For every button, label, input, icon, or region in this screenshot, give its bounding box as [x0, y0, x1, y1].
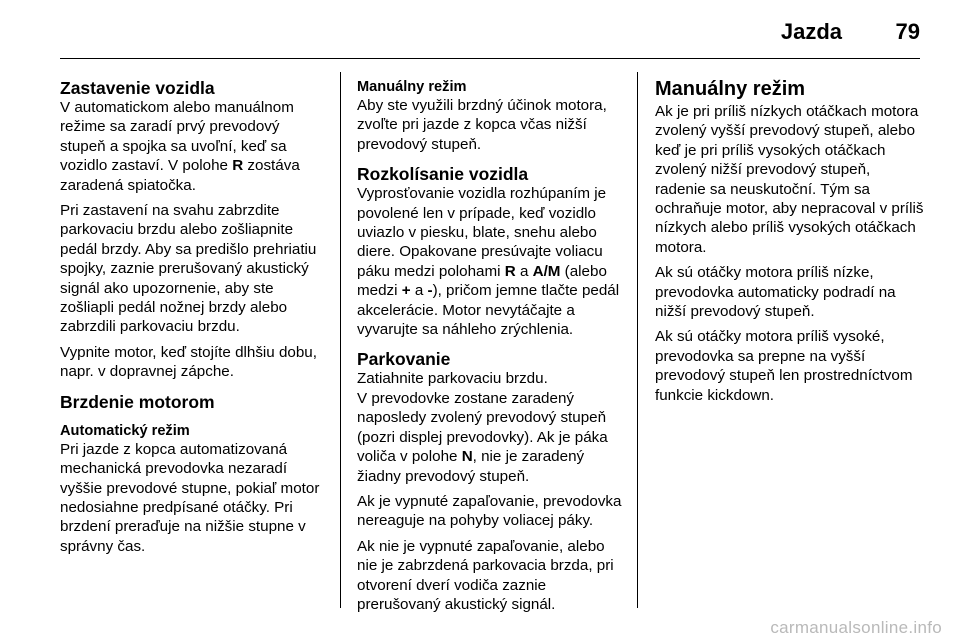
column-3 — [655, 78, 925, 411]
paragraph: Ak je vypnuté zapaľovanie, prevodovka nereaguje na pohyby voliacej páky. — [357, 492, 622, 530]
paragraph: Ak nie je vypnuté zapaľovanie, alebo nie je zabrzdená parkovacia brzda, pri otvorení dverí vodiča zaznie prerušovaný akustický signál. — [357, 537, 614, 613]
paragraph: Vyprosťovanie vozidla rozhúpaním je povolené len v prípade, keď vozidlo uviazlo v piesku, blate, snehu alebo diere. Opakovane presúvajte voliacu páku medzi polohami R a A/M (alebo medzi + a -), pričom jemne tlačte pedál akcelerácie. Motor nevytáčajte a vyvarujte sa náhleho zrýchlenia. — [357, 185, 620, 339]
heading-rozkolisanie-vozidla: Rozkolísanie vozidla — [357, 164, 529, 185]
paragraph: Pri jazde z kopca automatizovaná mechanická prevodovka nezaradí vyššie prevodové stupne, pokiaľ motor nedosiahne predpísané otáčky. Pri brzdení preraďuje na nižšie stupne v správny čas. — [60, 440, 320, 555]
heading-parkovanie: Parkovanie — [357, 349, 451, 370]
section-title: Jazda — [780, 19, 842, 44]
heading-manualny-rezim: Manuálny režim — [655, 78, 806, 100]
page-number: 79 — [895, 19, 920, 44]
paragraph: V prevodovke zostane zaradený naposledy zvolený prevodový stupeň (pozri displej prevodovky). Ak je páka voliča v polohe N, nie je zaradený žiadny prevodový stupeň. — [357, 389, 608, 485]
paragraph: Aby ste využili brzdný účinok motora, zvoľte pri jazde z kopca včas nižší prevodový stupeň. — [357, 97, 607, 153]
column-divider — [637, 72, 638, 608]
column-1 — [60, 78, 326, 562]
paragraph: Zatiahnite parkovaciu brzdu. — [357, 370, 548, 388]
column-divider — [340, 72, 341, 608]
paragraph: Ak je pri príliš nízkych otáčkach motora zvolený vyšší prevodový stupeň, alebo keď je pri príliš vysokých otáčkach zvolený nižší prevodový stupeň, radenie sa neuskutoční. Tým sa ochraňuje motor, aby nepracoval v príliš nízkych alebo príliš vysokých otáčkach motora. — [655, 103, 924, 256]
paragraph: Vypnite motor, keď stojíte dlhšiu dobu, napr. v dopravnej zápche. — [60, 343, 317, 381]
heading-zastavenie-vozidla: Zastavenie vozidla — [60, 78, 215, 98]
paragraph: Ak sú otáčky motora príliš nízke, prevodovka automaticky podradí na nižší prevodový stupeň. — [655, 264, 896, 321]
subheading-automaticky-rezim: Automatický režim — [60, 422, 190, 439]
header-rule — [60, 58, 920, 59]
paragraph: V automatickom alebo manuálnom režime sa zaradí prvý prevodový stupeň a spojka sa uvoľní, keď sa vozidlo zastaví. V polohe R zostáva zaradená spiatočka. — [60, 99, 300, 194]
paragraph: Ak sú otáčky motora príliš vysoké, prevodovka sa prepne na vyšší prevodový stupeň len prostredníctvom funkcie kickdown. — [655, 328, 913, 404]
paragraph: Pri zastavení na svahu zabrzdite parkovaciu brzdu alebo zošliapnite pedál brzdy. Aby sa predišlo prehriatiu spojky, zaznie prerušovaný akustický signál ako upozornenie, aby ste zošliapli pedál nožnej brzdy alebo zabrzdili parkovaciu brzdu. — [60, 202, 317, 336]
column-2 — [357, 78, 625, 620]
page-header — [0, 0, 960, 60]
subheading-manualny-rezim: Manuálny režim — [357, 79, 467, 95]
watermark: carmanualsonline.info — [770, 618, 942, 637]
heading-brzdenie-motorom: Brzdenie motorom — [60, 391, 215, 412]
